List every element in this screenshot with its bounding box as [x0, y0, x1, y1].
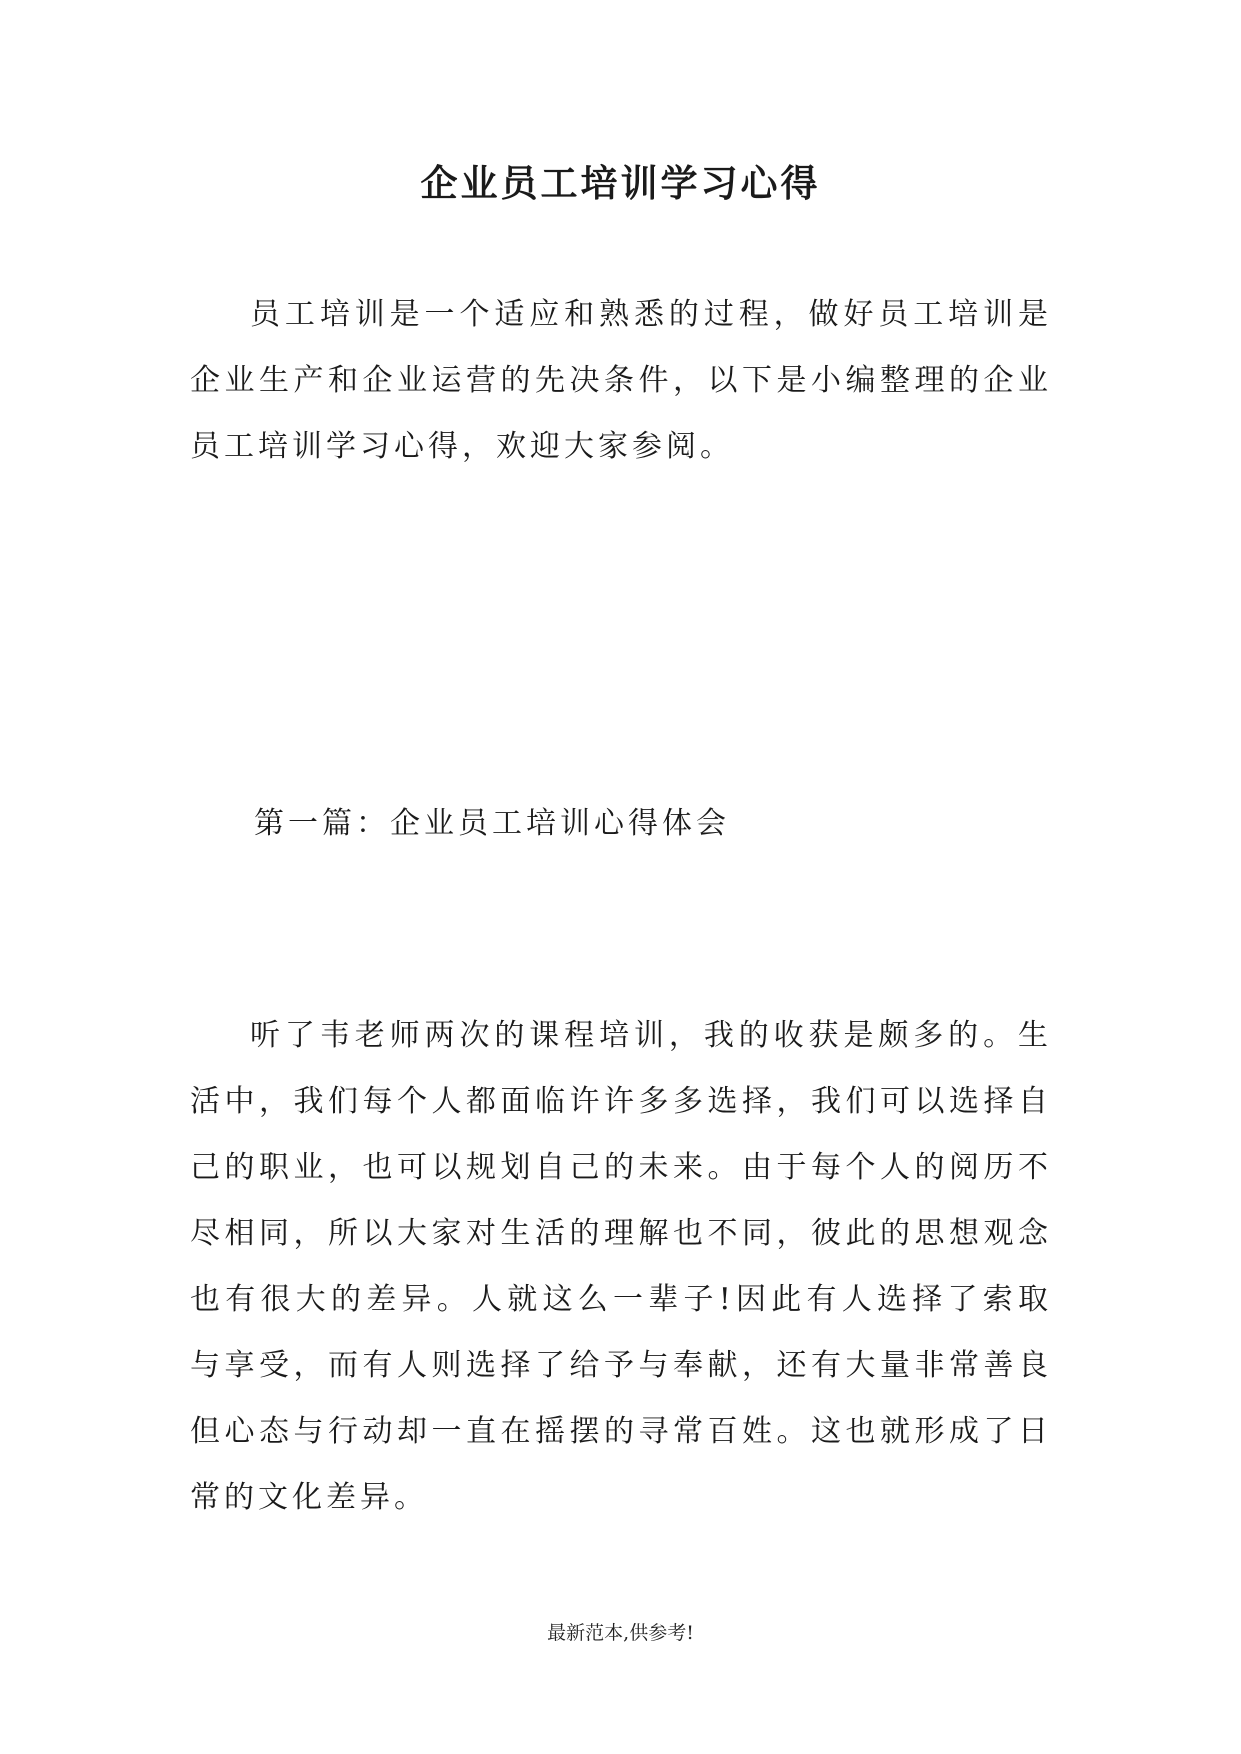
intro-paragraph: 员工培训是一个适应和熟悉的过程，做好员工培训是企业生产和企业运营的先决条件，以下是小编整理的企业员工培训学习心得，欢迎大家参阅。 [190, 297, 1052, 464]
body-paragraph: 听了韦老师两次的课程培训，我的收获是颇多的。生活中，我们每个人都面临许许多多选择，我们可以选择自己的职业，也可以规划自己的未来。由于每个人的阅历不尽相同，所以大家对生活的理解也不同，彼此的思想观念也有很大的差异。人就这么一辈子!因此有人选择了索取与享受，而有人则选择了给予与奉献，还有大量非常善良但心态与行动却一直在摇摆的寻常百姓。这也就形成了日常的文化差异。 [190, 1018, 1052, 1515]
document-title: 企业员工培训学习心得 [420, 161, 821, 205]
page-footer: 最新范本,供参考! [547, 1622, 694, 1644]
section-heading: 第一篇：企业员工培训心得体会 [254, 806, 730, 841]
